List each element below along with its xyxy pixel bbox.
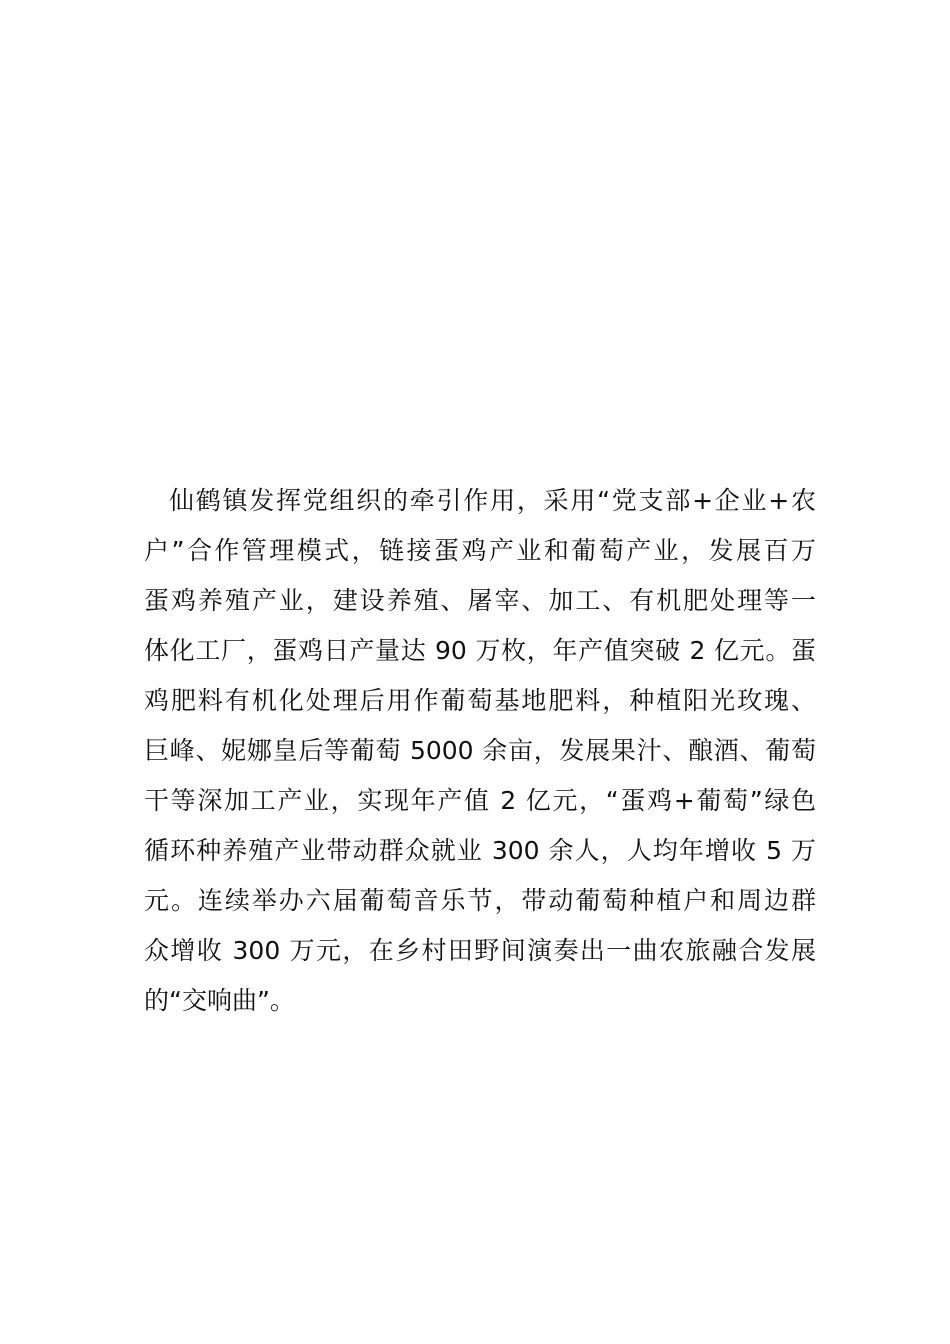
paragraph-line: 的“交响曲”。: [144, 986, 295, 1015]
paragraph-line: 体化工厂，蛋鸡日产量达 90 万枚，年产值突破 2 亿元。蛋: [144, 636, 816, 665]
paragraph-line: 鸡肥料有机化处理后用作葡萄基地肥料，种植阳光玫瑰、: [144, 686, 816, 715]
paragraph-line: 蛋鸡养殖产业，建设养殖、屠宰、加工、有机肥处理等一: [144, 586, 816, 615]
paragraph-line: 元。连续举办六届葡萄音乐节，带动葡萄种植户和周边群: [144, 886, 816, 915]
paragraph-line: 循环种养殖产业带动群众就业 300 余人，人均年增收 5 万: [144, 836, 816, 865]
body-paragraph: [144, 476, 816, 1026]
paragraph-line: 众增收 300 万元，在乡村田野间演奏出一曲农旅融合发展: [144, 936, 816, 965]
paragraph-line: 巨峰、妮娜皇后等葡萄 5000 余亩，发展果汁、酿酒、葡萄: [144, 736, 816, 765]
paragraph-line: 仙鹤镇发挥党组织的牵引作用，采用“党支部+企业+农: [169, 486, 816, 515]
paragraph-line: 干等深加工产业，实现年产值 2 亿元，“蛋鸡+葡萄”绿色: [144, 786, 816, 815]
paragraph-line: 户”合作管理模式，链接蛋鸡产业和葡萄产业，发展百万: [144, 536, 816, 565]
